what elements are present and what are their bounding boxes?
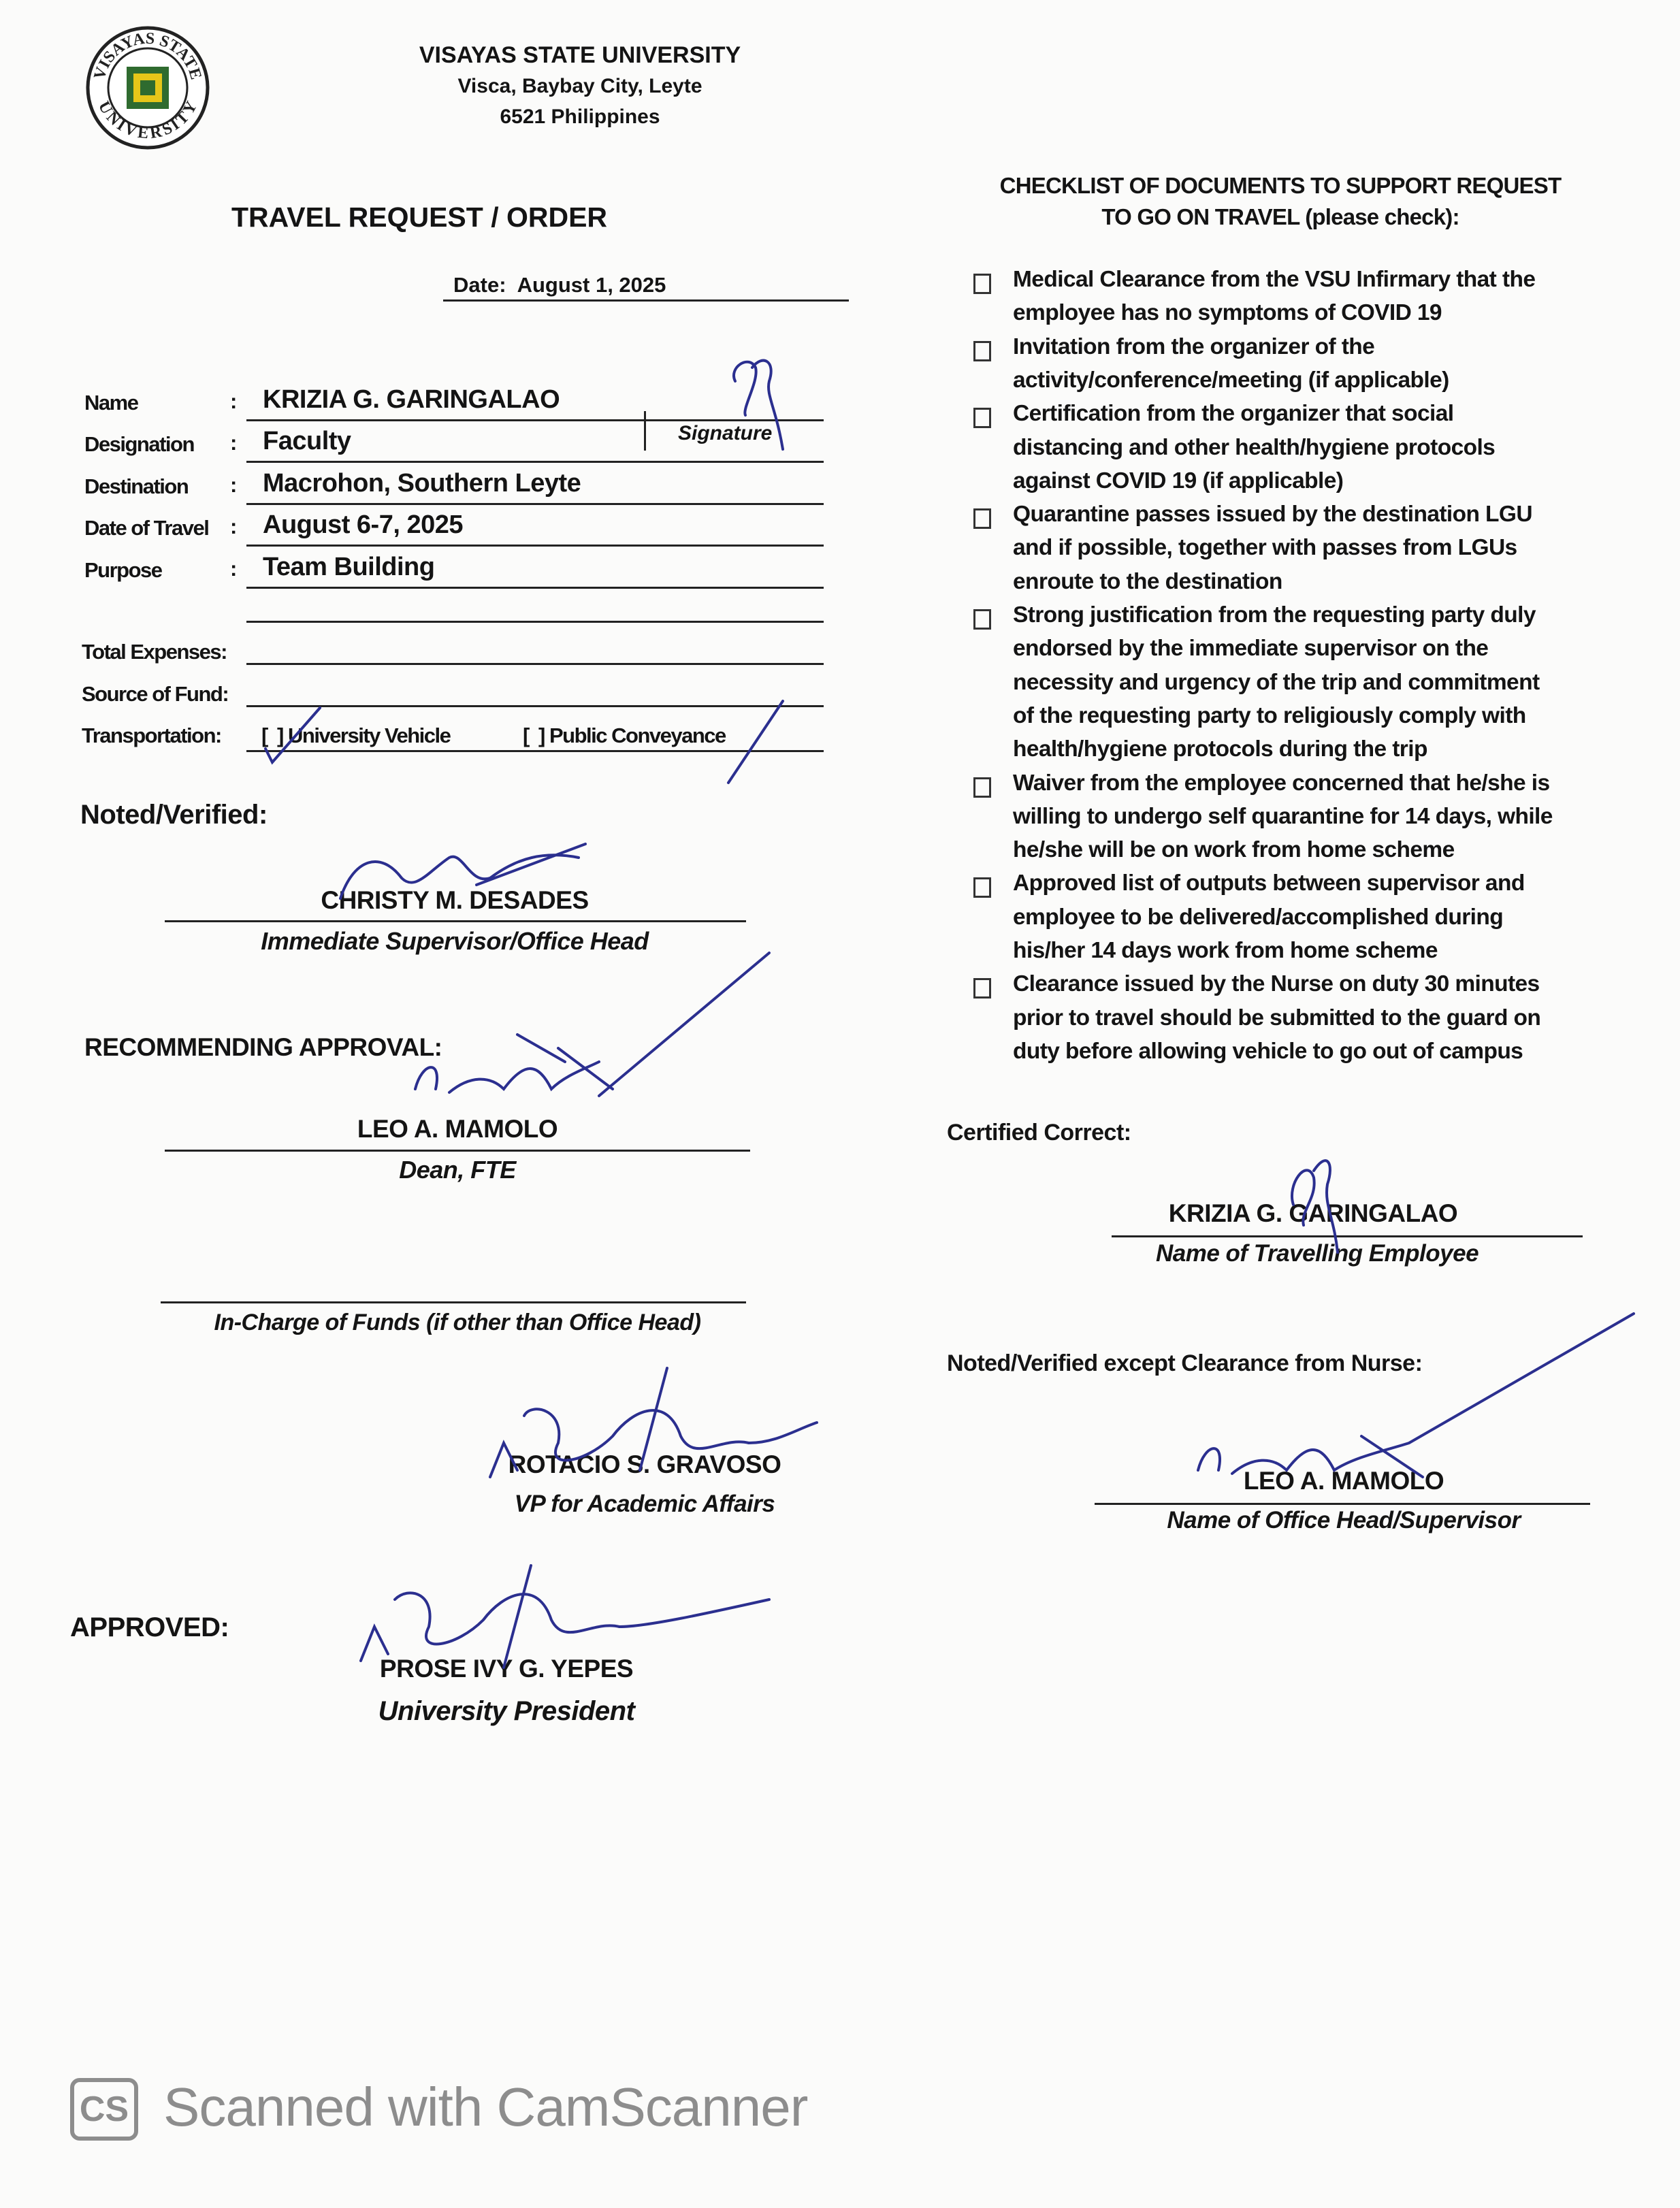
signature-president <box>361 1565 769 1668</box>
field-underline <box>246 419 824 421</box>
university-postal: 6521 Philippines <box>500 105 660 128</box>
supervisor-line <box>165 920 746 922</box>
total-expenses-label: Total Expenses: <box>82 640 227 664</box>
field-separator: : <box>230 389 236 413</box>
checklist-item-text: Approved list of outputs between supervisor and <box>1013 871 1525 896</box>
employee-title: Name of Travelling Employee <box>1155 1240 1479 1267</box>
noted-verified-label: Noted/Verified: <box>80 800 268 830</box>
checklist-item-text: he/she will be on work from home scheme <box>1013 837 1455 863</box>
date-value: August 1, 2025 <box>517 273 666 297</box>
field-label: Designation <box>84 432 194 456</box>
dean-line <box>165 1150 750 1152</box>
field-label: Date of Travel <box>84 516 209 540</box>
vp-name: ROTACIO S. GRAVOSO <box>508 1450 781 1478</box>
field-value[interactable]: KRIZIA G. GARINGALAO <box>263 385 560 414</box>
purpose-extra-line <box>246 621 824 623</box>
date-underline <box>443 299 849 302</box>
checklist-item-text: duty before allowing vehicle to go out of campus <box>1013 1038 1523 1064</box>
checklist-checkbox[interactable] <box>973 777 991 798</box>
source-of-fund-field[interactable] <box>246 705 824 707</box>
checklist-checkbox[interactable] <box>973 978 991 999</box>
president-title: University President <box>378 1696 635 1726</box>
signature-divider <box>644 411 646 451</box>
supervisor-name: CHRISTY M. DESADES <box>321 886 589 914</box>
signature-office-head <box>1198 1314 1634 1477</box>
certified-correct-label: Certified Correct: <box>947 1120 1131 1146</box>
field-value[interactable]: Team Building <box>263 553 435 581</box>
supervisor-title: Immediate Supervisor/Office Head <box>261 927 649 955</box>
date-label-text: Date: <box>453 273 506 297</box>
vp-title: VP for Academic Affairs <box>514 1491 775 1517</box>
checklist-item-text: Strong justification from the requesting party duly <box>1013 602 1536 628</box>
transportation-underline <box>246 750 824 752</box>
checklist-item-text: Medical Clearance from the VSU Infirmary that the <box>1013 267 1536 292</box>
source-of-fund-label: Source of Fund: <box>82 682 229 706</box>
checklist-checkbox[interactable] <box>973 274 991 294</box>
approved-label: APPROVED: <box>70 1612 229 1642</box>
university-logo <box>84 25 211 151</box>
employee-name: KRIZIA G. GARINGALAO <box>1168 1199 1458 1227</box>
transport-public-conveyance[interactable]: [ ] Public Conveyance <box>523 724 726 747</box>
checklist-title-line1: CHECKLIST OF DOCUMENTS TO SUPPORT REQUEST <box>999 173 1562 198</box>
field-separator: : <box>230 431 236 455</box>
checklist-checkbox[interactable] <box>973 341 991 361</box>
checklist-checkbox[interactable] <box>973 408 991 428</box>
dean-name: LEO A. MAMOLO <box>357 1115 558 1143</box>
transport-option-label: Public Conveyance <box>549 724 726 747</box>
camscanner-logo-icon: CS <box>70 2078 138 2141</box>
field-value[interactable]: August 6-7, 2025 <box>263 510 463 539</box>
field-separator: : <box>230 515 236 538</box>
noted-except-label: Noted/Verified except Clearance from Nurse: <box>947 1350 1423 1376</box>
checklist-item-text: prior to travel should be submitted to the guard on <box>1013 1005 1541 1030</box>
checklist-item-text: employee to be delivered/accomplished during <box>1013 904 1504 930</box>
field-underline <box>246 503 824 505</box>
signature-dean <box>415 953 769 1096</box>
field-value[interactable]: Faculty <box>263 427 351 455</box>
checklist-item-text: against COVID 19 (if applicable) <box>1013 468 1344 493</box>
checklist-item-text: employee has no symptoms of COVID 19 <box>1013 300 1442 326</box>
field-label: Name <box>84 391 138 415</box>
checklist-checkbox[interactable] <box>973 508 991 529</box>
svg-text:UNIVERSITY: UNIVERSITY <box>94 98 201 143</box>
checklist-item-text: and if possible, together with passes from LGUs <box>1013 535 1517 561</box>
dean-title: Dean, FTE <box>399 1156 516 1184</box>
office-head-title: Name of Office Head/Supervisor <box>1167 1507 1521 1533</box>
transport-option-label: University Vehicle <box>288 724 451 747</box>
employee-line <box>1112 1235 1583 1237</box>
checklist-checkbox[interactable] <box>973 877 991 898</box>
checklist-item-text: Quarantine passes issued by the destination LGU <box>1013 502 1532 527</box>
checklist-checkbox[interactable] <box>973 609 991 630</box>
checklist-item-text: enroute to the destination <box>1013 568 1282 594</box>
university-address: Visca, Baybay City, Leyte <box>457 75 702 97</box>
checklist-item-text: Invitation from the organizer of the <box>1013 334 1375 359</box>
funds-title: In-Charge of Funds (if other than Office Head) <box>214 1310 701 1335</box>
field-underline <box>246 587 824 589</box>
field-label: Destination <box>84 474 189 498</box>
office-head-name: LEO A. MAMOLO <box>1243 1467 1444 1495</box>
checklist-item-text: distancing and other health/hygiene protocols <box>1013 434 1496 460</box>
field-underline <box>246 461 824 463</box>
checklist-item-text: health/hygiene protocols during the trip <box>1013 736 1427 762</box>
checklist-item-text: Clearance issued by the Nurse on duty 30 minutes <box>1013 971 1540 997</box>
signature-line-stroke <box>728 701 783 783</box>
checklist-item-text: of the requesting party to religiously comply with <box>1013 702 1526 728</box>
field-value[interactable]: Macrohon, Southern Leyte <box>263 469 581 498</box>
checklist-title-line2: TO GO ON TRAVEL (please check): <box>1101 204 1459 229</box>
transport-university-vehicle[interactable]: [ ] University Vehicle <box>261 724 451 747</box>
field-label: Purpose <box>84 558 162 582</box>
camscanner-watermark: Scanned with CamScanner <box>163 2077 808 2137</box>
checklist-item-text: Certification from the organizer that social <box>1013 401 1454 427</box>
total-expenses-field[interactable] <box>246 663 824 665</box>
checklist-item-text: his/her 14 days work from home scheme <box>1013 938 1438 963</box>
checklist-item-text: endorsed by the immediate supervisor on the <box>1013 636 1489 662</box>
checklist-item-text: necessity and urgency of the trip and commitment <box>1013 669 1540 695</box>
svg-text:VISAYAS STATE: VISAYAS STATE <box>91 29 205 82</box>
transportation-label: Transportation: <box>82 724 221 747</box>
field-separator: : <box>230 557 236 581</box>
checklist-item-text: Waiver from the employee concerned that he/she is <box>1013 770 1550 796</box>
president-name: PROSE IVY G. YEPES <box>379 1655 634 1683</box>
university-name: VISAYAS STATE UNIVERSITY <box>419 42 741 68</box>
field-underline <box>246 545 824 547</box>
office-head-line <box>1095 1503 1590 1505</box>
checklist-item-text: activity/conference/meeting (if applicable) <box>1013 367 1449 393</box>
funds-line <box>161 1301 746 1303</box>
field-separator: : <box>230 473 236 497</box>
form-title: TRAVEL REQUEST / ORDER <box>231 201 608 233</box>
signature-label: Signature <box>678 422 773 444</box>
date-label <box>453 273 666 297</box>
checklist-item-text: willing to undergo self quarantine for 14 days, while <box>1013 803 1553 829</box>
recommending-approval-label: RECOMMENDING APPROVAL: <box>84 1033 442 1061</box>
